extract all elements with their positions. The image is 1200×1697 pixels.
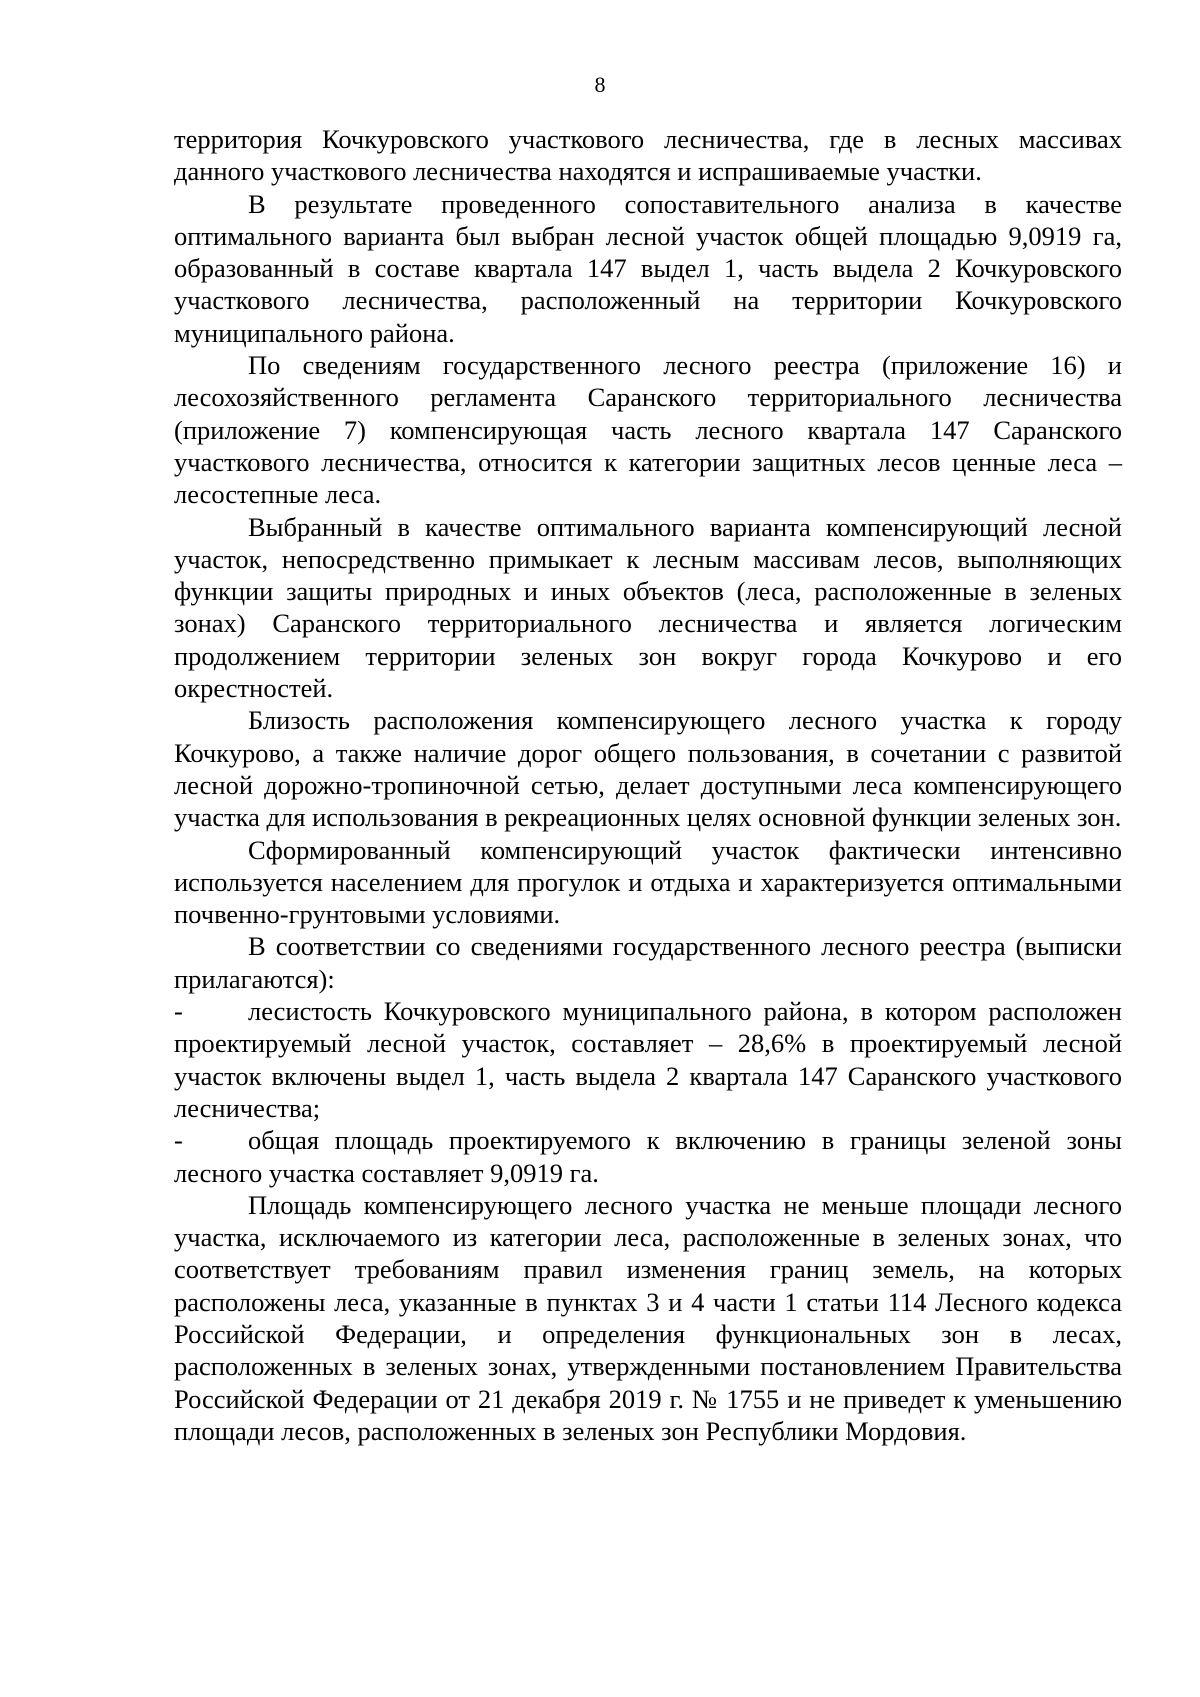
list-marker: -: [174, 1125, 183, 1156]
paragraph-forest-register: По сведениям государственного лесного реестра (приложение 16) и лесохозяйственного регламента Саранского территориального лесничества (приложение 7) компенсирующая часть лесного квартала 147 Саранского участкового лесничества, относится к категории защитных лесов ценные леса – лесостепные леса.: [174, 350, 1122, 510]
list-item: [174, 995, 1122, 1124]
list-marker: -: [174, 996, 183, 1027]
list-item: [174, 1124, 1122, 1189]
paragraph-register-info: В соответствии со сведениями государственного лесного реестра (выписки прилагаются):: [174, 931, 1122, 994]
paragraph-usage: Сформированный компенсирующий участок фактически интенсивно используется населением для прогулок и отдыха и характеризуется оптимальными почвенно-грунтовыми условиями.: [174, 834, 1122, 930]
paragraph-continuation: территория Кочкуровского участкового лесничества, где в лесных массивах данного участкового лесничества находятся и испрашиваемые участки.: [174, 124, 1122, 187]
list-item-text: лесистость Кочкуровского муниципального района, в котором расположен проектируемый лесной участок, составляет – 28,6% в проектируемый лесной участок включены выдел 1, часть выдела 2 квартала 147 Саранского участкового лесничества;: [174, 996, 1122, 1123]
paragraph-conclusion: Площадь компенсирующего лесного участка не меньше площади лесного участка, исключаемого из категории леса, расположенные в зеленых зонах, что соответствует требованиям правил изменения границ земель, на которых расположены леса, указанные в пунктах 3 и 4 части 1 статьи 114 Лесного кодекса Российской Федерации, и определения функциональных зон в лесах, расположенных в зеленых зонах, утвержденными постановлением Правительства Российской Федерации от 21 декабря 2019 г. № 1755 и не приведет к уменьшению площади лесов, расположенных в зеленых зон Республики Мордовия.: [174, 1189, 1122, 1446]
page-number: 8: [594, 72, 606, 97]
paragraph-proximity: Близость расположения компенсирующего лесного участка к городу Кочкурово, а также наличие дорог общего пользования, в сочетании с развитой лесной дорожно-тропиночной сетью, делает доступными леса компенсирующего участка для использования в рекреационных целях основной функции зеленых зон.: [174, 705, 1122, 833]
list-item-text: общая площадь проектируемого к включению в границы зеленой зоны лесного участка составляет 9,0919 га.: [174, 1125, 1122, 1188]
paragraph-selected-plot: Выбранный в качестве оптимального варианта компенсирующий лесной участок, непосредственно примыкает к лесным массивам лесов, выполняющих функции защиты природных и иных объектов (леса, расположенные в зеленых зонах) Саранского территориального лесничества и является логическим продолжением территории зеленых зон вокруг города Кочкурово и его окрестностей.: [174, 511, 1122, 704]
paragraph-analysis-result: В результате проведенного сопоставительного анализа в качестве оптимального варианта был выбран лесной участок общей площадью 9,0919 га, образованный в составе квартала 147 выдел 1, часть выдела 2 Кочкуровского участкового лесничества, расположенный на территории Кочкуровского муниципального района.: [174, 188, 1122, 348]
document-body: [174, 123, 1122, 1447]
